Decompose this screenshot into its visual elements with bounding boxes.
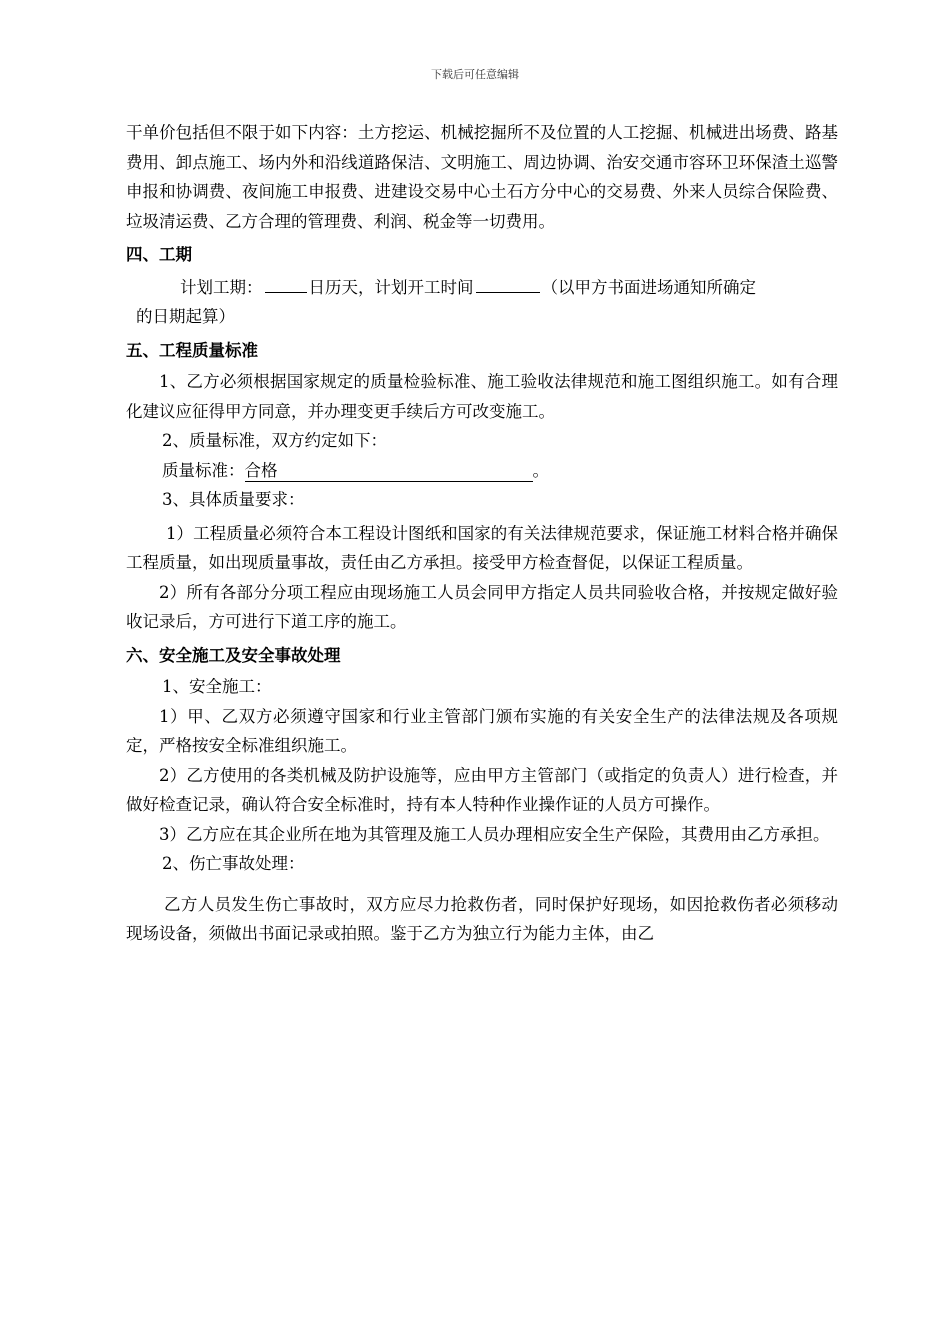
paragraph-safety-1: 1、安全施工： bbox=[162, 677, 272, 696]
quality-standard-end: 。 bbox=[532, 460, 549, 480]
page-header-note: 下载后可任意编辑 bbox=[431, 68, 519, 81]
paragraph-safety-1-1: 1）甲、乙双方必须遵守国家和行业主管部门颁布实施的有关安全生产的法律法规及各项规定，严格按安全标准组织施工。 bbox=[126, 706, 838, 755]
section-heading-safety: 六、安全施工及安全事故处理 bbox=[126, 645, 341, 665]
paragraph-quality-standard bbox=[126, 456, 838, 486]
paragraph-safety-2: 2、伤亡事故处理： bbox=[162, 854, 305, 873]
paragraph-quality-2: 2、质量标准，双方约定如下： bbox=[162, 431, 387, 450]
paragraph-quality-3: 3、具体质量要求： bbox=[162, 490, 305, 509]
schedule-note: （以甲方书面进场通知所确定 bbox=[541, 277, 756, 297]
paragraph-safety-1-3: 3）乙方应在其企业所在地为其管理及施工人员办理相应安全生产保险，其费用由乙方承担。 bbox=[159, 824, 830, 844]
blank-start-date bbox=[476, 272, 540, 293]
quality-standard-value: 合格 bbox=[245, 461, 533, 482]
paragraph-schedule-cont: 的日期起算） bbox=[136, 307, 235, 326]
paragraph-unit-price: 干单价包括但不限于如下内容：土方挖运、机械挖掘所不及位置的人工挖掘、机械进出场费、路基费用、卸点施工、场内外和沿线道路保洁、文明施工、周边协调、治安交通市容环卫环保渣土巡警申报和协调费、夜间施工申报费、进建设交易中心土石方分中心的交易费、外来人员综合保险费、垃圾清运费、乙方合理的管理费、利润、税金等一切费用。 bbox=[126, 123, 838, 231]
section-heading-quality: 五、工程质量标准 bbox=[126, 340, 258, 360]
paragraph-quality-1: 1、乙方必须根据国家规定的质量检验标准、施工验收法律规范和施工图组织施工。如有合理化建议应征得甲方同意，并办理变更手续后方可改变施工。 bbox=[126, 372, 838, 421]
section-heading-schedule: 四、工期 bbox=[126, 245, 192, 264]
paragraph-quality-3-1: 1）工程质量必须符合本工程设计图纸和国家的有关法律规范要求，保证施工材料合格并确保工程质量，如出现质量事故，责任由乙方承担。接受甲方检查督促，以保证工程质量。 bbox=[126, 523, 838, 572]
paragraph-schedule bbox=[126, 272, 838, 303]
document-body bbox=[126, 118, 838, 949]
paragraph-safety-1-2: 2）乙方使用的各类机械及防护设施等，应由甲方主管部门（或指定的负责人）进行检查，并做好检查记录，确认符合安全标准时，持有本人特种作业操作证的人员方可操作。 bbox=[126, 765, 838, 814]
paragraph-safety-2-1: 乙方人员发生伤亡事故时，双方应尽力抢救伤者，同时保护好现场，如因抢救伤者必须移动现场设备，须做出书面记录或拍照。鉴于乙方为独立行为能力主体，由乙 bbox=[126, 894, 838, 943]
paragraph-quality-3-2: 2）所有各部分分项工程应由现场施工人员会同甲方指定人员共同验收合格，并按规定做好验收记录后，方可进行下道工序的施工。 bbox=[126, 582, 838, 631]
blank-days bbox=[265, 272, 307, 293]
schedule-label: 计划工期： bbox=[180, 277, 263, 297]
quality-standard-label: 质量标准： bbox=[162, 460, 245, 480]
schedule-text: 日历天，计划开工时间 bbox=[308, 277, 474, 297]
